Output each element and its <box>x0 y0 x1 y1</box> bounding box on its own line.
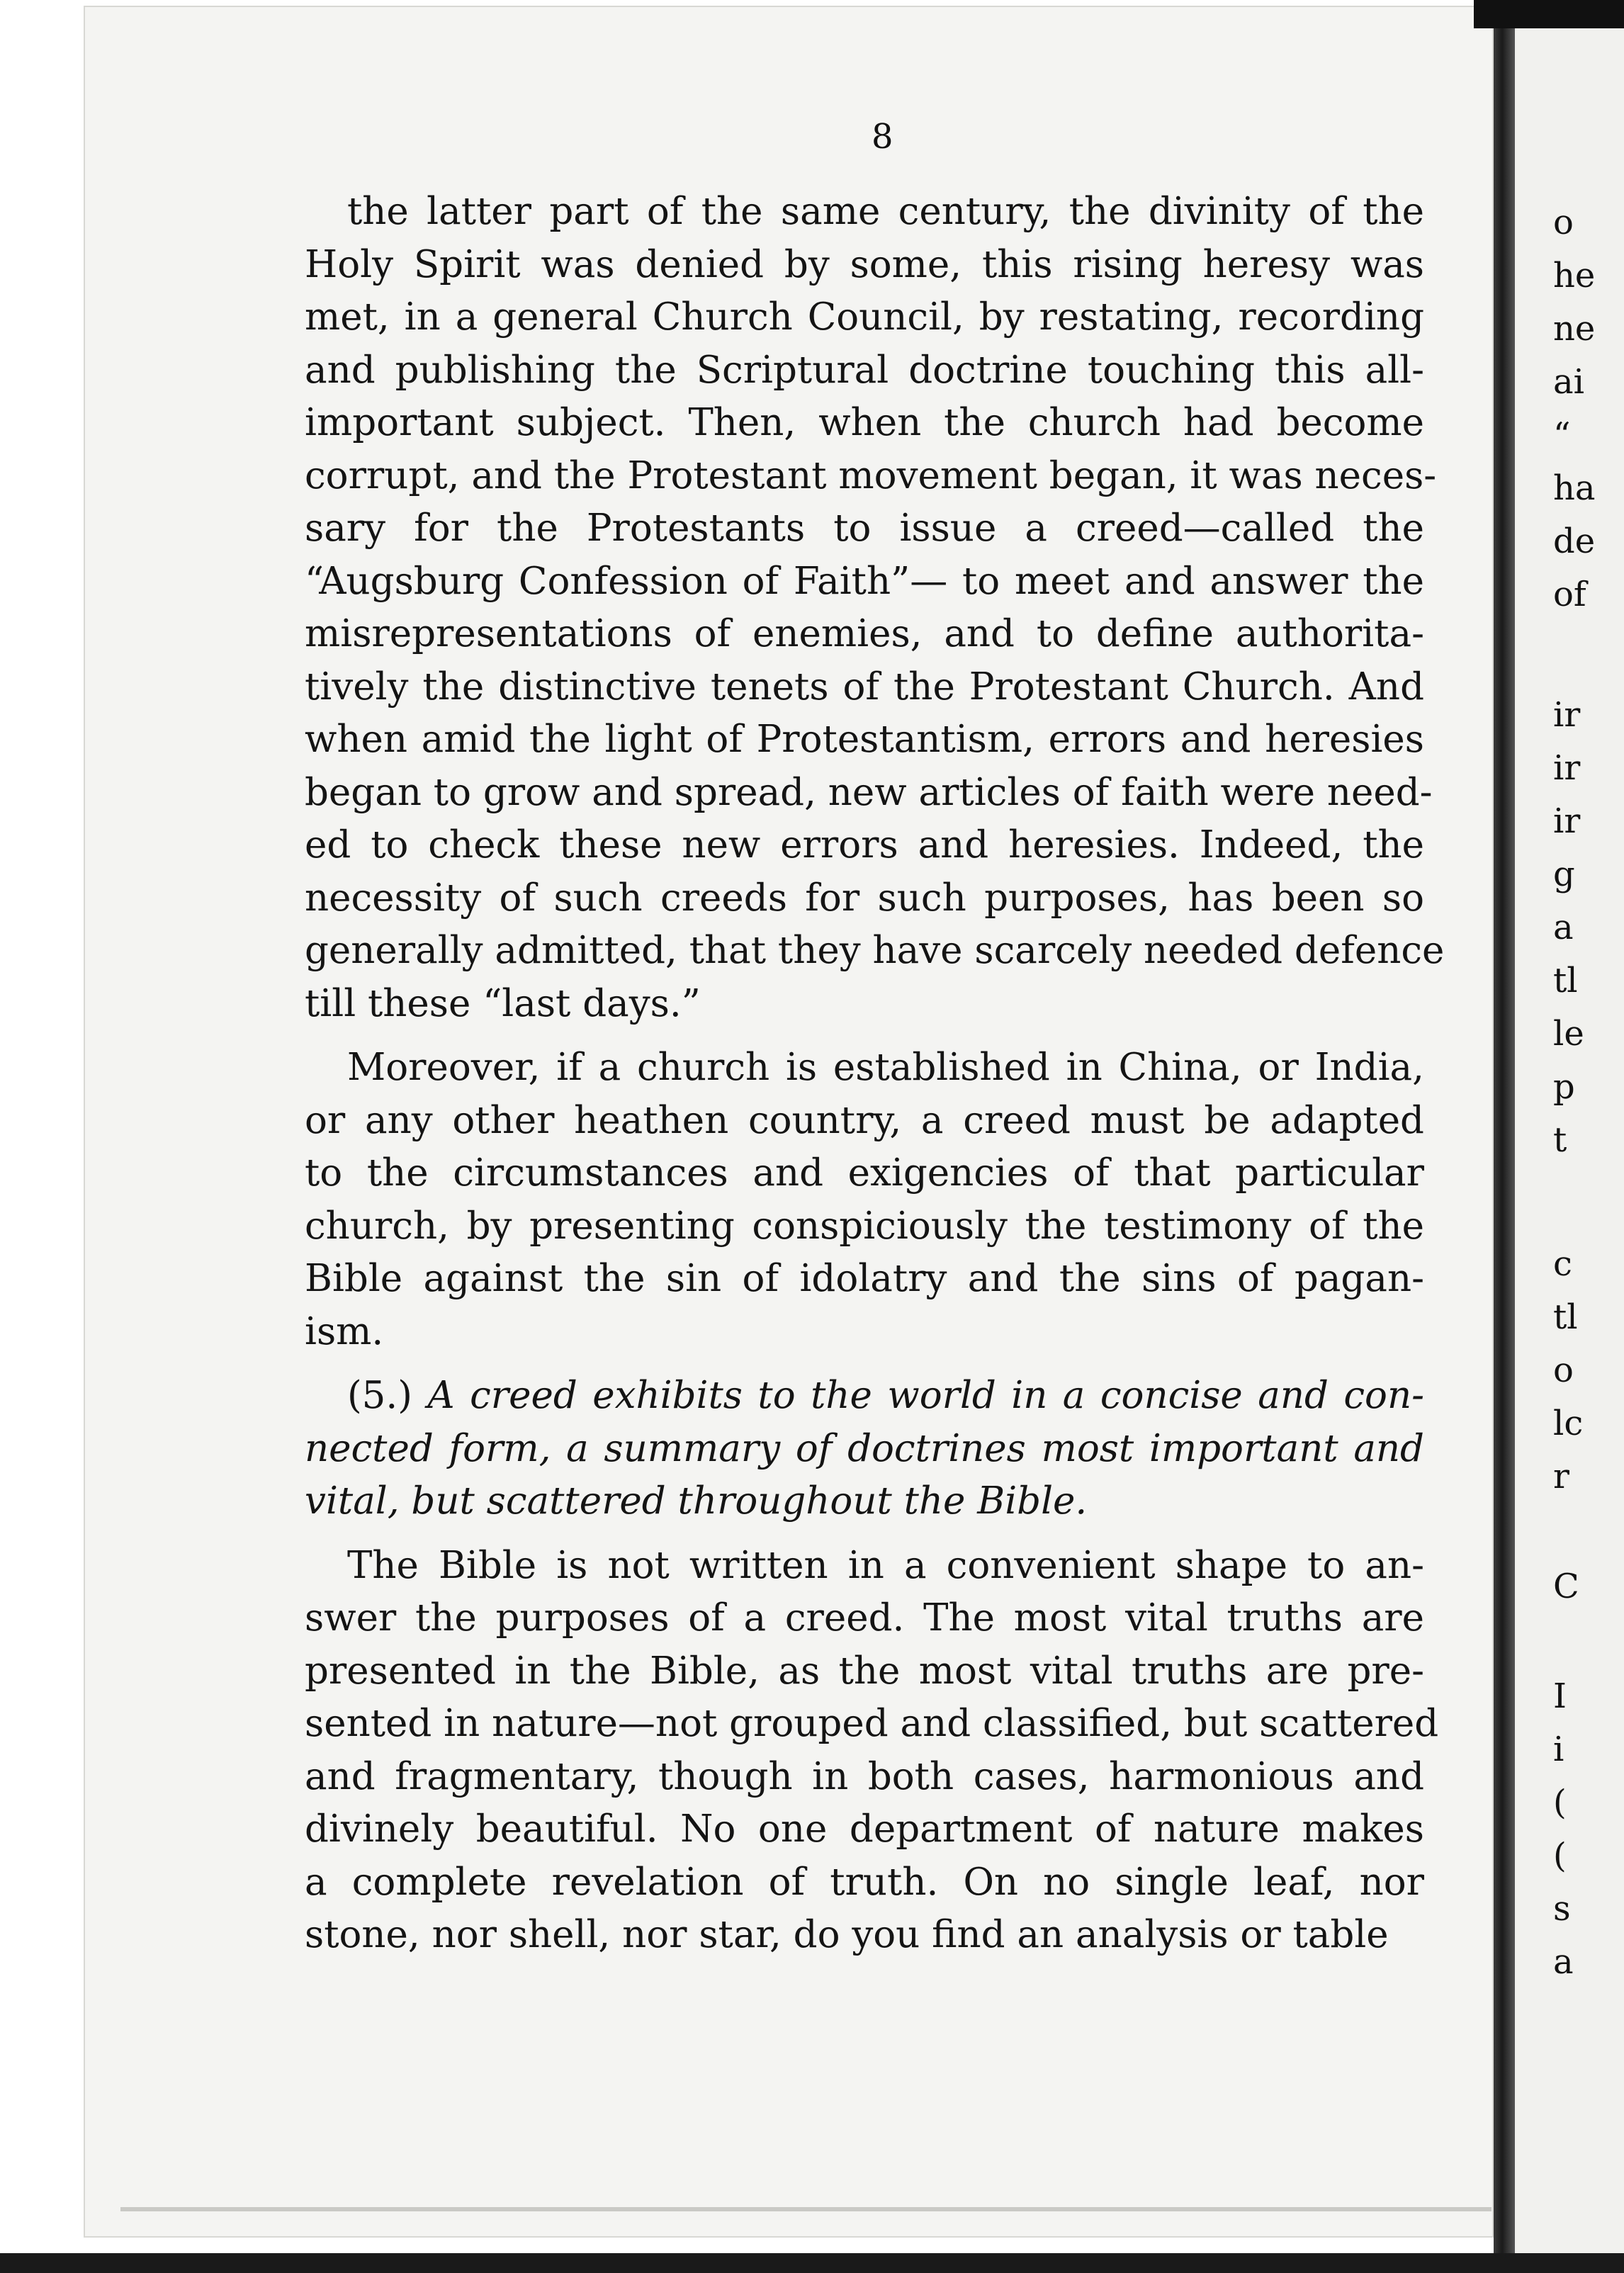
page-number: 8 <box>872 117 893 157</box>
adjacent-page-fragment: s <box>1553 1889 1571 1929</box>
adjacent-page-fragment: tl <box>1553 961 1578 1000</box>
adjacent-page-fragment: le <box>1553 1014 1584 1054</box>
adjacent-page-fragment: “ <box>1553 415 1571 455</box>
text-line: when amid the light of Protestantism, errors and heresies <box>305 718 1424 761</box>
text-line: tively the distinctive tenets of the Protestant Church. And <box>305 665 1424 709</box>
text-line: The Bible is not written in a convenient shape to an- <box>347 1543 1424 1587</box>
text-line: Holy Spirit was denied by some, this rising heresy was <box>305 242 1424 286</box>
adjacent-page-fragment: ( <box>1553 1836 1567 1876</box>
text-line: to the circumstances and exigencies of that particular <box>305 1151 1424 1195</box>
body-text <box>305 186 1445 1962</box>
text-line: divinely beautiful. No one department of nature makes <box>305 1807 1424 1851</box>
adjacent-page-fragment: tl <box>1553 1297 1578 1337</box>
adjacent-page-fragment: ir <box>1553 801 1581 841</box>
text-line: ed to check these new errors and heresies. Indeed, the <box>305 823 1424 867</box>
adjacent-page-fragment: t <box>1553 1120 1567 1160</box>
book-gutter <box>1494 0 1515 2273</box>
adjacent-page-fragment: g <box>1553 855 1575 894</box>
adjacent-page-fragment: I <box>1553 1676 1567 1716</box>
paragraph-gap <box>305 1528 1424 1540</box>
adjacent-page-fragment: c <box>1553 1244 1572 1284</box>
text-line: vital, but scattered throughout the Bible. <box>305 1479 1088 1523</box>
text-line <box>305 1370 1424 1423</box>
text-line: church, by presenting conspiciously the testimony of the <box>305 1204 1424 1248</box>
text-line: began to grow and spread, new articles of faith were need- <box>305 770 1433 814</box>
adjacent-page-fragment: of <box>1553 575 1586 614</box>
text-line: presented in the Bible, as the most vital truths are pre- <box>305 1649 1424 1693</box>
adjacent-page-fragment: ir <box>1553 748 1581 788</box>
paragraph <box>305 186 1445 1030</box>
adjacent-page-fragment: r <box>1553 1457 1569 1496</box>
text-line: the latter part of the same century, the divinity of the <box>347 190 1424 233</box>
text-line: swer the purposes of a creed. The most vital truths are <box>305 1596 1424 1640</box>
text-line: Moreover, if a church is established in China, or India, <box>347 1046 1424 1089</box>
adjacent-page-fragment: o <box>1553 1350 1574 1390</box>
text-line: met, in a general Church Council, by restating, recording <box>305 295 1424 339</box>
paragraph-gap <box>305 1358 1424 1370</box>
text-line: generally admitted, that they have scarcely needed defence <box>305 929 1445 972</box>
adjacent-page-fragment: a <box>1553 908 1574 947</box>
adjacent-page-fragment: ai <box>1553 362 1584 402</box>
adjacent-page-fragment: ( <box>1553 1783 1567 1822</box>
paragraph <box>305 1042 1424 1358</box>
adjacent-page-fragment: ir <box>1553 695 1581 735</box>
adjacent-page-fragment: he <box>1553 256 1596 295</box>
scan-bottom-edge <box>0 2253 1624 2273</box>
adjacent-page-fragment: ne <box>1553 309 1596 349</box>
text-line: necessity of such creeds for such purposes, has been so <box>305 876 1424 920</box>
text-line: and publishing the Scriptural doctrine touching this all- <box>305 348 1424 392</box>
text-line: ism. <box>305 1309 384 1353</box>
adjacent-page-fragment: ha <box>1553 468 1596 508</box>
adjacent-page-fragment: i <box>1553 1730 1564 1769</box>
text-line: till these “last days.” <box>305 981 701 1025</box>
text-line: or any other heathen country, a creed must be adapted <box>305 1098 1424 1142</box>
text-line: sary for the Protestants to issue a creed—called the <box>305 507 1424 550</box>
adjacent-page-fragment: a <box>1553 1942 1574 1982</box>
adjacent-page-fragment: C <box>1553 1567 1579 1606</box>
adjacent-page-fragment: de <box>1553 521 1596 561</box>
scan-top-edge <box>1474 0 1624 28</box>
text-line: a complete revelation of truth. On no single leaf, nor <box>305 1860 1424 1904</box>
paragraph <box>305 1540 1439 1962</box>
text-line-content: A creed exhibits to the world in a concise and con- <box>427 1374 1424 1417</box>
text-line: and fragmentary, though in both cases, harmonious and <box>305 1754 1424 1798</box>
text-line: stone, nor shell, nor star, do you find an analysis or table <box>305 1913 1389 1956</box>
text-line: important subject. Then, when the church had become <box>305 401 1424 444</box>
text-line: misrepresentations of enemies, and to define authorita- <box>305 612 1424 655</box>
text-line: corrupt, and the Protestant movement began, it was neces- <box>305 453 1437 497</box>
adjacent-page-fragment: lc <box>1553 1404 1584 1443</box>
paragraph-gap <box>305 1030 1424 1042</box>
text-line: sented in nature—not grouped and classified, but scattered <box>305 1702 1439 1745</box>
text-line: “Augsburg Confession of Faith”— to meet and answer the <box>305 559 1424 603</box>
text-line: nected form, a summary of doctrines most important and <box>305 1426 1424 1470</box>
page-bottom-edge <box>120 2207 1492 2211</box>
adjacent-page-fragment: o <box>1553 203 1574 242</box>
adjacent-page-fragment: p <box>1553 1067 1575 1107</box>
left-margin <box>0 0 85 2273</box>
text-line: Bible against the sin of idolatry and the sins of pagan- <box>305 1257 1424 1300</box>
section-number: (5.) <box>347 1374 428 1417</box>
paragraph <box>305 1370 1424 1528</box>
